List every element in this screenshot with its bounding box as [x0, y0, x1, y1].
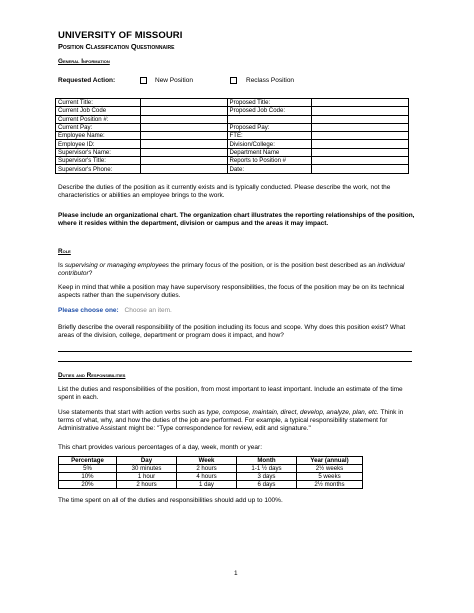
value-cell[interactable]: [140, 165, 227, 173]
table-cell: 1-1 ½ days: [237, 465, 297, 473]
value-cell[interactable]: [312, 123, 409, 131]
header-percentage: Percentage: [59, 457, 117, 465]
table-cell: 4 hours: [177, 473, 237, 481]
response-field-box[interactable]: [58, 351, 412, 362]
table-row: [56, 123, 409, 131]
label-cell: Proposed Job Code:: [227, 107, 312, 115]
new-position-label: New Position: [155, 77, 193, 84]
header-day: Day: [117, 457, 177, 465]
choose-one-label: Please choose one:: [58, 307, 119, 314]
label-cell: Proposed Title:: [227, 99, 312, 107]
value-cell[interactable]: [140, 148, 227, 156]
table-row: [56, 132, 409, 140]
requested-action-label: Requested Action:: [58, 77, 116, 84]
table-cell: 5 weeks: [297, 473, 363, 481]
value-cell[interactable]: [140, 123, 227, 131]
position-info-table: [55, 98, 409, 174]
label-cell: Supervisor's Phone:: [56, 165, 141, 173]
requested-action-row: [58, 77, 388, 87]
table-row: [59, 465, 363, 473]
value-cell[interactable]: [312, 157, 409, 165]
label-cell: Employee ID:: [56, 140, 141, 148]
time-percentage-table: [58, 456, 363, 489]
label-cell: Supervisor's Name:: [56, 148, 141, 156]
form-title: Position Classification Questionnaire: [58, 42, 175, 51]
role-heading: Role: [58, 248, 71, 255]
label-cell: Employee Name:: [56, 132, 141, 140]
table-row: [56, 99, 409, 107]
header-month: Month: [237, 457, 297, 465]
overall-responsibility-paragraph: Briefly describe the overall responsibility of the position including its focus and scope. Why does this position exist? What areas of the division, college, department or program does it impact, and how?: [58, 324, 406, 340]
label-cell: Supervisor's Title:: [56, 157, 141, 165]
label-cell: Proposed Pay:: [227, 123, 312, 131]
label-cell: Division/College:: [227, 140, 312, 148]
reclass-position-label: Reclass Position: [246, 77, 295, 84]
table-cell: 2 hours: [117, 481, 177, 489]
value-cell[interactable]: [140, 157, 227, 165]
table-row: [56, 157, 409, 165]
reclass-position-checkbox[interactable]: [230, 77, 237, 84]
table-cell: 3 days: [237, 473, 297, 481]
label-cell: FTE:: [227, 132, 312, 140]
value-cell[interactable]: [140, 132, 227, 140]
table-cell: 20%: [59, 481, 117, 489]
table-row: [59, 481, 363, 489]
table-cell: 30 minutes: [117, 465, 177, 473]
value-cell[interactable]: [140, 99, 227, 107]
value-cell[interactable]: [312, 107, 409, 115]
table-row: [56, 148, 409, 156]
table-cell: 5%: [59, 465, 117, 473]
label-cell: [227, 115, 312, 123]
table-cell: 1 day: [177, 481, 237, 489]
table-header-row: [59, 457, 363, 465]
supervisory-note-paragraph: Keep in mind that while a position may have supervisory responsibilities, the focus of the position may be on its technical aspects rather than the supervisory duties.: [58, 284, 405, 300]
total-note-paragraph: The time spent on all of the duties and responsibilities should add up to 100%.: [58, 497, 283, 504]
header-week: Week: [177, 457, 237, 465]
describe-duties-paragraph: Describe the duties of the position as it currently exists and is typically conducted. Please describe the work, not the characteristics or abilities an employee brings to the work.: [58, 184, 391, 200]
university-title: UNIVERSITY OF MISSOURI: [58, 30, 183, 41]
table-cell: 6 days: [237, 481, 297, 489]
page-number: 1: [234, 570, 238, 577]
new-position-checkbox[interactable]: [140, 77, 147, 84]
value-cell[interactable]: [140, 107, 227, 115]
value-cell[interactable]: [312, 132, 409, 140]
label-cell: Current Pay:: [56, 123, 141, 131]
table-row: [56, 115, 409, 123]
value-cell[interactable]: [312, 99, 409, 107]
value-cell[interactable]: [312, 165, 409, 173]
table-cell: 2½ months: [297, 481, 363, 489]
table-row: [56, 140, 409, 148]
table-cell: 2½ weeks: [297, 465, 363, 473]
value-cell[interactable]: [140, 140, 227, 148]
general-information-heading: General Information: [58, 58, 110, 65]
percentages-intro-paragraph: This chart provides various percentages of a day, week, month or year:: [58, 444, 263, 451]
list-duties-paragraph: List the duties and responsibilities of the position, from most important to least important. Include an estimate of the time spent in each.: [58, 386, 403, 402]
header-year: Year (annual): [297, 457, 363, 465]
role-choice-row: [58, 307, 172, 314]
table-row: [56, 107, 409, 115]
label-cell: Current Job Code: [56, 107, 141, 115]
table-cell: 10%: [59, 473, 117, 481]
org-chart-paragraph: Please include an organizational chart. The organization chart illustrates the reporting relationships of the position, where it resides within the department, division or campus and the areas it may impact.: [58, 212, 415, 228]
table-cell: 1 hour: [117, 473, 177, 481]
value-cell[interactable]: [312, 148, 409, 156]
table-row: [59, 473, 363, 481]
duties-heading: Duties and Responsibilities: [58, 372, 126, 379]
value-cell[interactable]: [140, 115, 227, 123]
action-verbs-paragraph: Use statements that start with action verbs such as type, compose, maintain, direct, develop, analyze, plan, etc. Think in terms of what, why, and how the duties of the job are performed. For example, a typical responsibility statement for Administrative Assistant might be: "Type correspondence for review, edit and signature.": [58, 409, 404, 433]
label-cell: Reports to Position #: [227, 157, 312, 165]
value-cell[interactable]: [312, 115, 409, 123]
table-row: [56, 165, 409, 173]
label-cell: Current Position #:: [56, 115, 141, 123]
choose-an-item-dropdown[interactable]: Choose an item.: [124, 307, 172, 314]
label-cell: Department Name: [227, 148, 312, 156]
value-cell[interactable]: [312, 140, 409, 148]
label-cell: Current Title:: [56, 99, 141, 107]
label-cell: Date:: [227, 165, 312, 173]
table-cell: 2 hours: [177, 465, 237, 473]
role-question-paragraph: Is supervising or managing employees the primary focus of the position, or is the position best described as an individual contributor?: [58, 262, 405, 278]
